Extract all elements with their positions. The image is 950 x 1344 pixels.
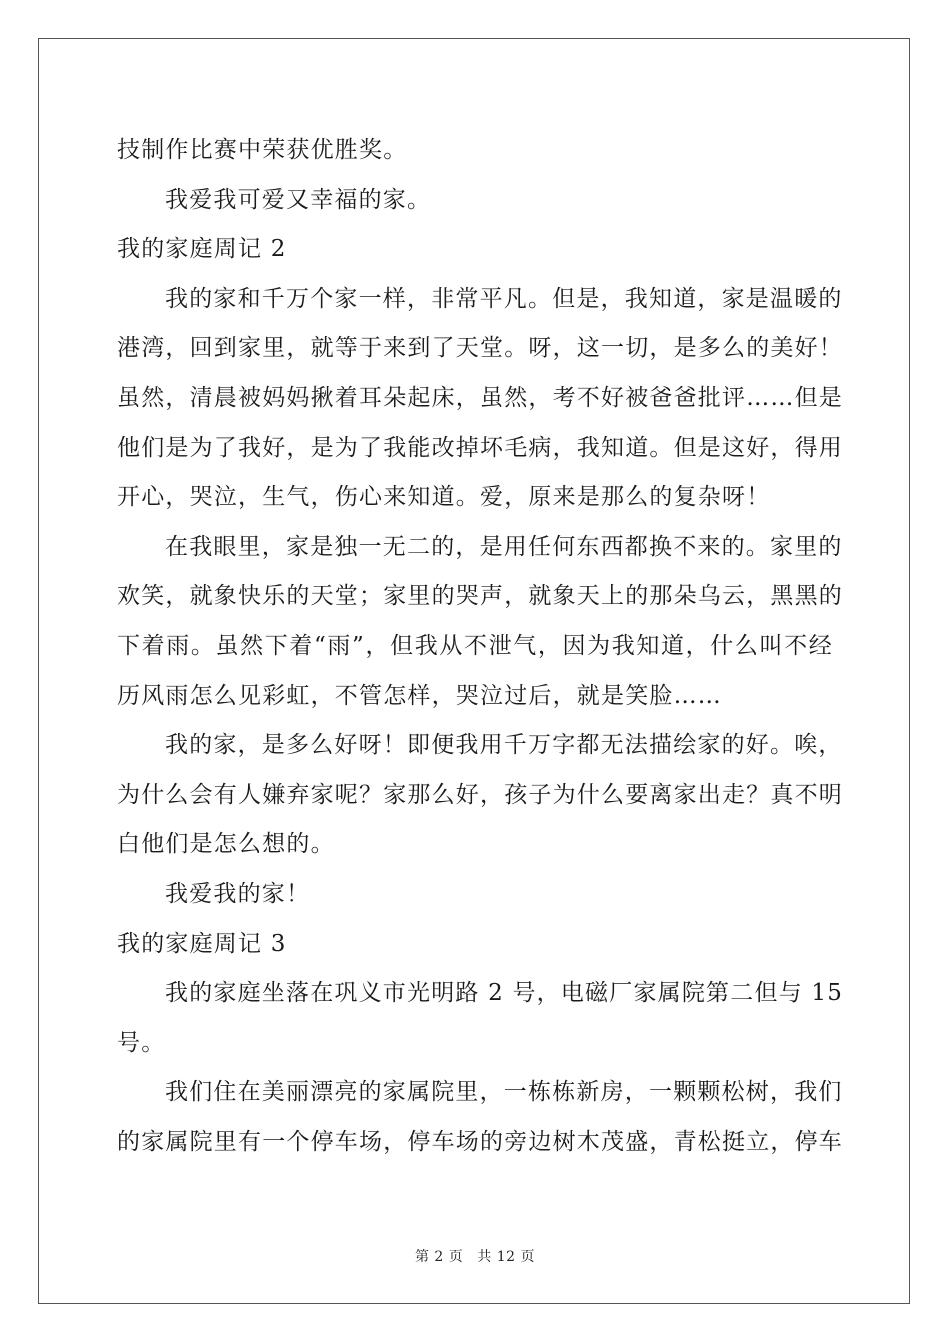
paragraph-line: 下着雨。虽然下着“雨”，但我从不泄气，因为我知道，什么叫不经 (117, 632, 833, 659)
paragraph-line: 在我眼里，家是独一无二的，是用任何东西都换不来的。家里的 (165, 533, 843, 560)
paragraph-line: 白他们是怎么想的。 (117, 831, 335, 858)
paragraph-line: 号。 (117, 1029, 166, 1056)
section-heading: 我的家庭周记 3 (117, 930, 287, 957)
paragraph-line: 为什么会有人嫌弃家呢？家那么好，孩子为什么要离家出走？真不明 (117, 781, 843, 808)
paragraph-line: 的家属院里有一个停车场，停车场的旁边树木茂盛，青松挺立，停车 (117, 1128, 843, 1155)
paragraph-line: 我的家和千万个家一样，非常平凡。但是，我知道，家是温暖的 (165, 285, 843, 312)
paragraph-line: 我爱我可爱又幸福的家。 (165, 186, 432, 213)
paragraph-line: 欢笑，就象快乐的天堂；家里的哭声，就象天上的那朵乌云，黑黑的 (117, 583, 843, 610)
paragraph-line: 开心，哭泣，生气，伤心来知道。爱，原来是那么的复杂呀！ (117, 484, 771, 511)
page-total: 共 12 页 (477, 1249, 536, 1265)
page-number: 第 2 页 (414, 1249, 464, 1265)
paragraph-line: 我的家，是多么好呀！即便我用千万字都无法描绘家的好。唉， (165, 732, 843, 759)
section-heading: 我的家庭周记 2 (117, 236, 287, 263)
page-footer (0, 1246, 950, 1266)
paragraph-line: 他们是为了我好，是为了我能改掉坏毛病，我知道。但是这好，得用 (117, 434, 843, 461)
paragraph-line: 港湾，回到家里，就等于来到了天堂。呀，这一切，是多么的美好！ (117, 335, 843, 362)
paragraph-line: 我爱我的家！ (165, 880, 311, 907)
paragraph-line: 虽然，清晨被妈妈揪着耳朵起床，虽然，考不好被爸爸批评……但是 (117, 384, 843, 411)
paragraph-line: 我们住在美丽漂亮的家属院里，一栋栋新房，一颗颗松树，我们 (165, 1079, 843, 1106)
paragraph-line: 我的家庭坐落在巩义市光明路 2 号，电磁厂家属院第二但与 15 (165, 980, 844, 1007)
paragraph-line: 技制作比赛中荣获优胜奖。 (117, 137, 408, 163)
document-body (117, 126, 844, 1167)
paragraph-line: 历风雨怎么见彩虹，不管怎样，哭泣过后，就是笑脸…… (117, 682, 722, 709)
